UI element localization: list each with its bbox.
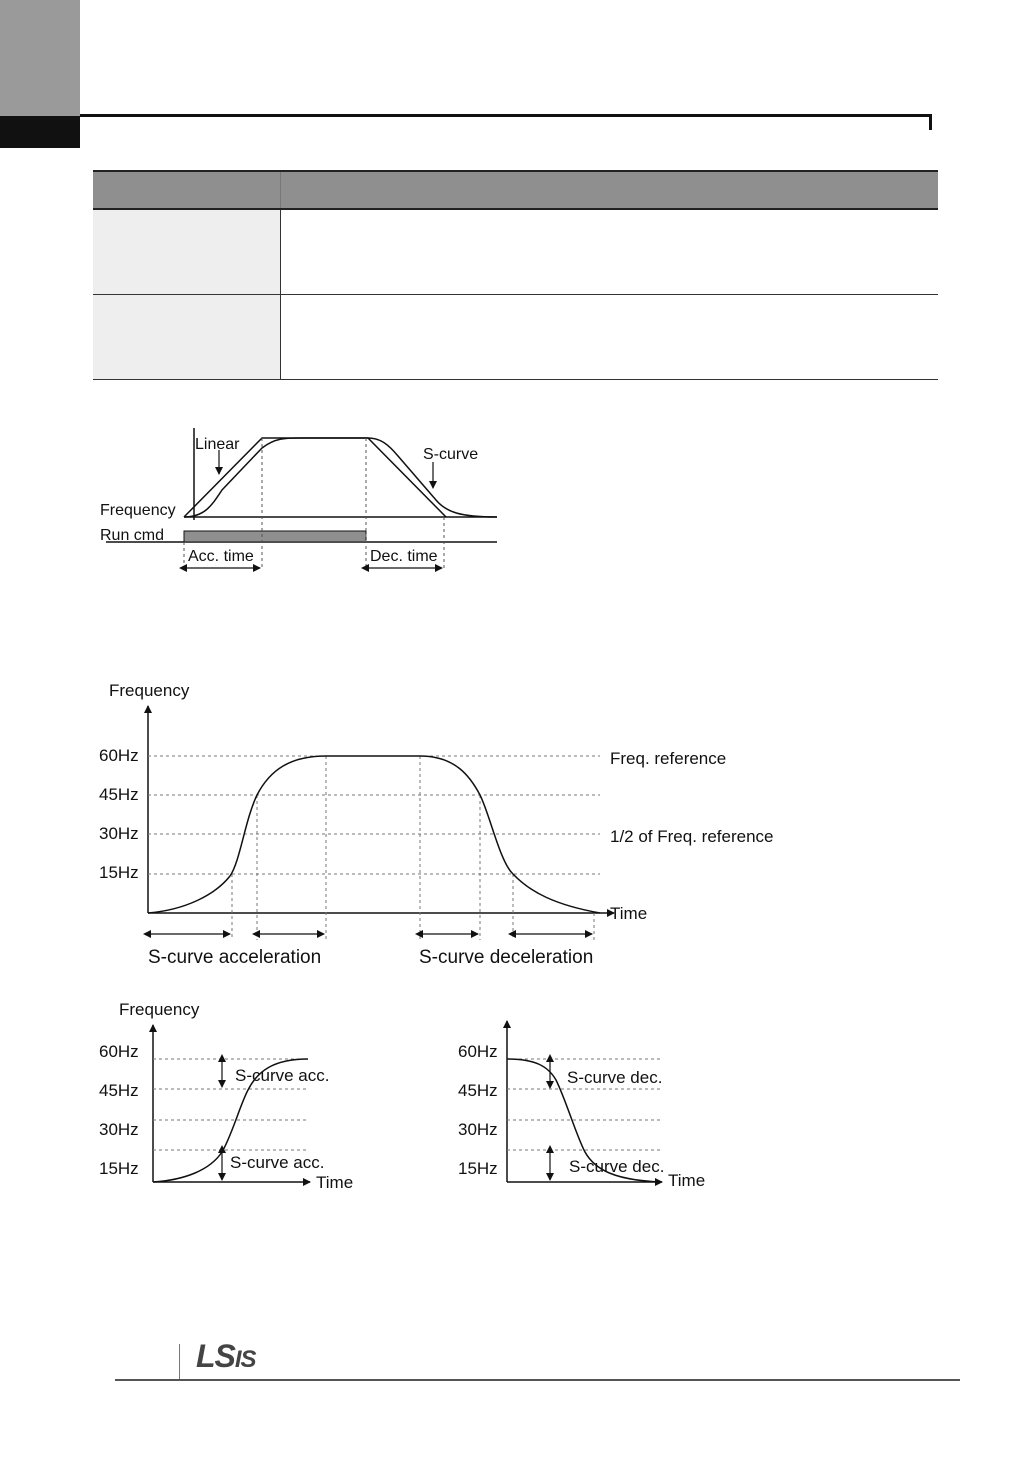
d1-run-cmd-bar [184,531,366,542]
d3-y-axis-label: Frequency [119,1000,200,1019]
d4-tick-label: 30Hz [458,1120,498,1139]
diagram-scurve-acc [99,1000,353,1192]
d2-y-axis-label: Frequency [109,681,190,700]
d4-tick-label: 45Hz [458,1081,498,1100]
d2-acc-label: S-curve acceleration [148,947,322,968]
d2-tick-label: 30Hz [99,824,139,843]
d4-dec-bottom-label: S-curve dec. [569,1157,665,1176]
logo-main: LS [196,1338,235,1374]
d1-frequency-label: Frequency [100,502,176,519]
d2-dec-label: S-curve deceleration [419,947,594,968]
d3-tick-label: 45Hz [99,1081,139,1100]
d3-acc-bottom-label: S-curve acc. [230,1153,325,1172]
d1-run-cmd-label: Run cmd [100,527,165,544]
d2-x-axis-label: Time [610,904,648,923]
d1-acc-time-label: Acc. time [188,548,254,565]
d2-freq-reference-label: Freq. reference [610,749,727,768]
footer-divider [179,1344,180,1380]
d4-x-axis-label: Time [668,1171,706,1190]
ls-is-logo [196,1338,256,1375]
d1-dec-time-label: Dec. time [370,548,438,565]
d1-scurve-label: S-curve [423,446,479,463]
d3-x-axis-label: Time [316,1173,354,1192]
d3-tick-label: 15Hz [99,1159,139,1178]
diagram-linear-vs-scurve [100,428,497,570]
logo-suffix: IS [234,1346,256,1373]
d3-acc-top-label: S-curve acc. [235,1066,330,1085]
d4-tick-label: 60Hz [458,1042,498,1061]
d4-tick-label: 15Hz [458,1159,498,1178]
d2-tick-label: 45Hz [99,785,139,804]
d4-dec-top-label: S-curve dec. [567,1068,663,1087]
d1-linear-label: Linear [195,436,240,453]
d3-tick-label: 30Hz [99,1120,139,1139]
d3-tick-label: 60Hz [99,1042,139,1061]
d2-tick-label: 60Hz [99,746,139,765]
d2-half-reference-label: 1/2 of Freq. reference [610,827,774,846]
diagram-scurve-dec [458,1021,705,1190]
footer-rule [115,1379,960,1381]
diagram-scurve-full [99,681,773,968]
d2-tick-label: 15Hz [99,863,139,882]
